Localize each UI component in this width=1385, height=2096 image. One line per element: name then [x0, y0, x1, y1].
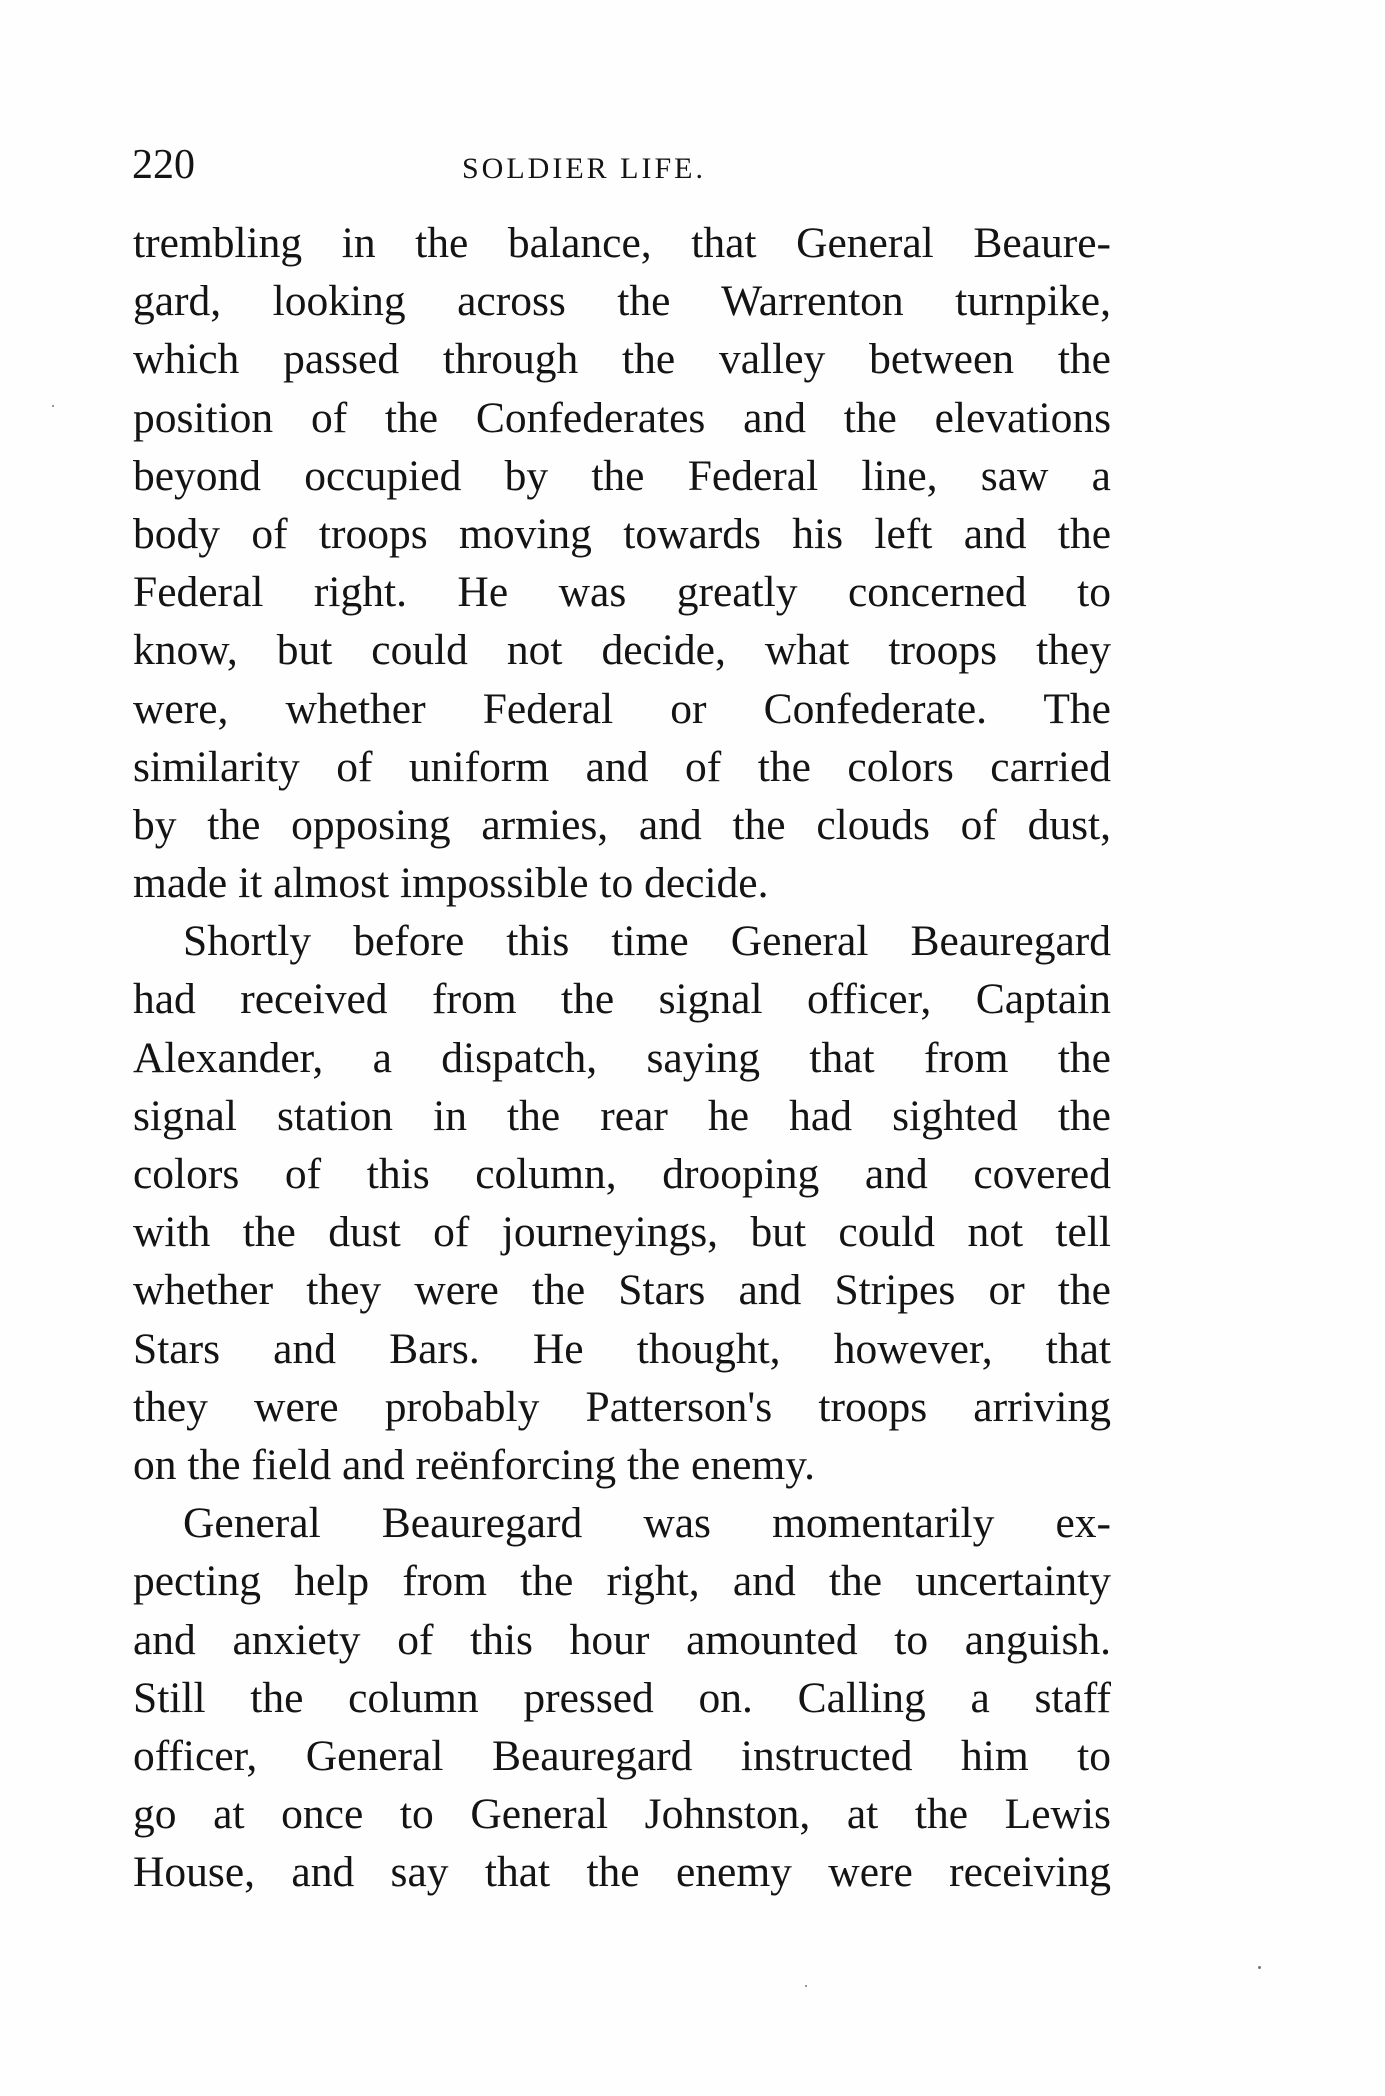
text-line: on the field and reënforcing the enemy.: [133, 1440, 816, 1489]
text-line: made it almost impossible to decide.: [133, 859, 769, 908]
text-line: with the dust of journeyings, but could not tell: [133, 1208, 1111, 1257]
text-line: trembling in the balance, that General Beaure-: [133, 219, 1111, 267]
text-line: which passed through the valley between the: [133, 335, 1111, 384]
scan-speck: [52, 405, 54, 407]
text-line: were, whether Federal or Confederate. The: [133, 684, 1111, 733]
text-line: position of the Confederates and the elevations: [133, 393, 1111, 442]
page-number: 220: [132, 142, 195, 188]
text-line: officer, General Beauregard instructed him to: [133, 1731, 1111, 1780]
text-line: similarity of uniform and of the colors carried: [133, 742, 1111, 791]
paragraph-2: [133, 912, 1111, 1494]
text-line: Stars and Bars. He thought, however, that: [133, 1324, 1111, 1373]
text-line: General Beauregard was momentarily ex-: [183, 1499, 1111, 1548]
text-line: had received from the signal officer, Captain: [133, 975, 1111, 1024]
text-line: colors of this column, drooping and covered: [133, 1150, 1111, 1198]
text-line: Federal right. He was greatly concerned to: [133, 568, 1111, 617]
text-line: and anxiety of this hour amounted to anguish.: [133, 1615, 1111, 1664]
text-line: pecting help from the right, and the uncertainty: [133, 1557, 1111, 1606]
page-header: [132, 135, 1132, 195]
paragraph-3: [133, 1494, 1111, 1901]
text-line: body of troops moving towards his left and the: [133, 509, 1111, 558]
text-line: go at once to General Johnston, at the Lewis: [133, 1790, 1111, 1839]
text-line: House, and say that the enemy were receiving: [133, 1848, 1111, 1897]
text-line: gard, looking across the Warrenton turnpike,: [133, 277, 1111, 326]
text-line: signal station in the rear he had sighted the: [133, 1091, 1111, 1140]
text-line: they were probably Patterson's troops arriving: [133, 1382, 1111, 1431]
text-line: Still the column pressed on. Calling a staff: [133, 1673, 1111, 1722]
text-line: by the opposing armies, and the clouds of dust,: [133, 800, 1111, 849]
text-line: beyond occupied by the Federal line, saw a: [133, 451, 1111, 500]
text-line: Shortly before this time General Beauregard: [183, 917, 1111, 966]
scan-speck: [1258, 1966, 1261, 1969]
text-line: whether they were the Stars and Stripes or the: [133, 1266, 1111, 1315]
running-title: SOLDIER LIFE.: [462, 152, 706, 185]
body-text: [133, 214, 1111, 1901]
scan-speck: [805, 1985, 807, 1987]
paragraph-1: [133, 214, 1111, 912]
text-line: know, but could not decide, what troops they: [133, 626, 1111, 675]
text-line: Alexander, a dispatch, saying that from the: [133, 1033, 1111, 1082]
